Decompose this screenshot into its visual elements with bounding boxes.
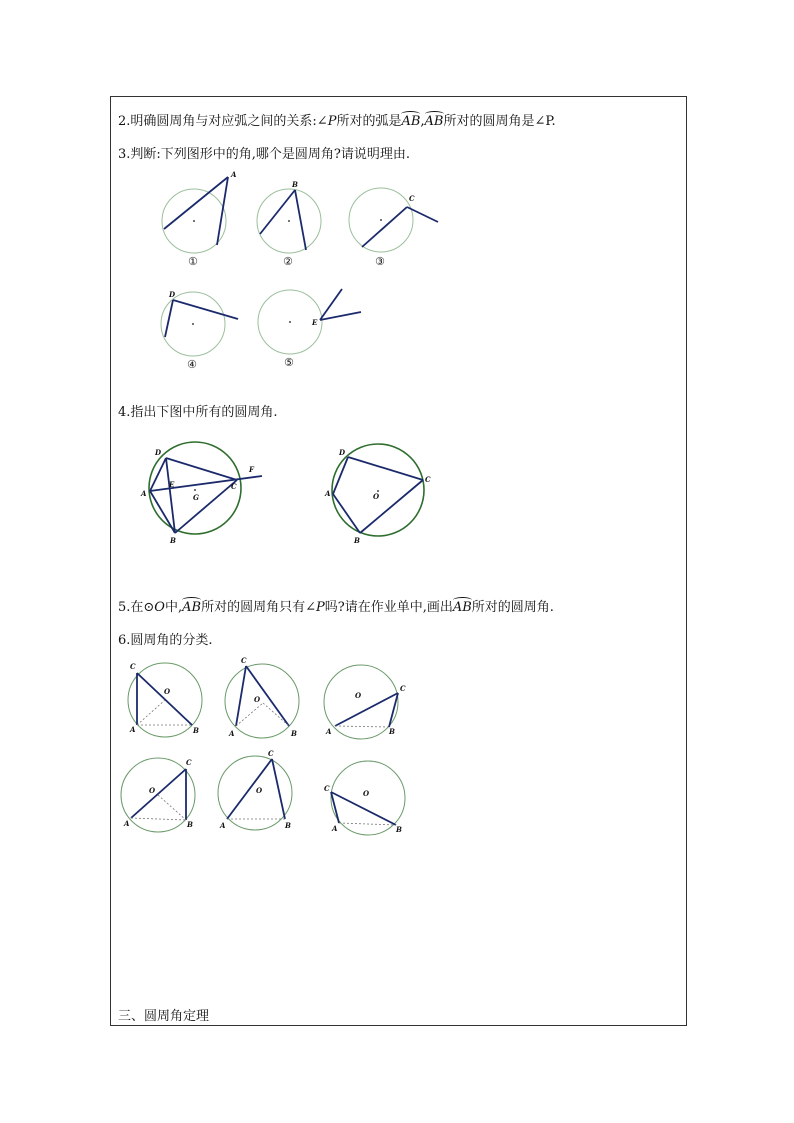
q6f5-b: B [285, 821, 291, 830]
q6f3-a: A [326, 727, 332, 736]
question-4: 4.指出下图中所有的圆周角. [118, 405, 278, 420]
section-3-title: 三、圆周角定理 [118, 1009, 210, 1024]
q6-figure-3 [324, 665, 406, 739]
q5-mid3: 吗?请在作业单中,画出 [324, 600, 453, 615]
q6f5-c: C [268, 749, 274, 758]
q6f5-a: A [220, 821, 226, 830]
q6f2-o: O [254, 695, 261, 704]
q4f1-e: E [169, 480, 175, 489]
q2-suffix: 所对的圆周角是∠P. [443, 114, 556, 129]
question-3: 3.判断:下列图形中的角,哪个是圆周角?请说明理由. [118, 147, 411, 162]
q4f2-o: O [373, 492, 380, 501]
q3-fig5-label: ⑤ [284, 356, 294, 369]
q6-figure-4 [121, 758, 195, 832]
question-6: 6.圆周角的分类. [118, 633, 213, 648]
q6f2-c: C [241, 656, 247, 665]
q5-circle-o: O [154, 600, 165, 615]
q6f1-b: B [193, 726, 199, 735]
q6f1-o: O [164, 687, 171, 696]
q6f1-a: A [130, 725, 136, 734]
q6f6-c: C [324, 784, 330, 793]
q6f6-a: A [332, 824, 338, 833]
q6f5-o: O [256, 786, 263, 795]
q5-suffix: 所对的圆周角. [471, 600, 554, 615]
q5-prefix: 5.在⊙ [118, 600, 155, 615]
q5-arc-ab: AB [182, 600, 202, 615]
q6f6-o: O [363, 789, 370, 798]
q2-angle-p: P [327, 114, 337, 129]
q6f1-c: C [130, 662, 136, 671]
q3-fig3-label: ③ [375, 255, 385, 268]
q3-fig3-point: C [409, 194, 415, 203]
q6f2-b: B [291, 729, 297, 738]
q4f1-g: G [193, 493, 199, 502]
q6-figure-6 [324, 761, 405, 835]
q6f2-a: A [229, 729, 235, 738]
q4f1-d: D [155, 448, 162, 457]
q6-figure-1 [128, 662, 202, 737]
q3-fig5-point: E [312, 318, 318, 327]
q6-figure-2 [225, 656, 299, 738]
q3-fig1-label: ① [188, 255, 198, 268]
q4f1-f: F [249, 465, 254, 474]
q4f2-c: C [425, 475, 431, 484]
q5-mid2: 所对的圆周角只有∠ [201, 600, 316, 615]
q5-mid1: 中, [164, 600, 183, 615]
q4f1-c: C [231, 482, 237, 491]
q3-fig4-label: ④ [187, 358, 197, 371]
q2-comma: , [420, 114, 425, 129]
q6f3-b: B [389, 727, 395, 736]
q3-fig2-point: B [292, 180, 298, 189]
q2-arc-ab: AB [401, 114, 421, 129]
q2-mid: 所对的弧是 [336, 114, 402, 129]
q3-fig1-point: A [231, 170, 237, 179]
q4f1-b: B [170, 536, 176, 545]
q6-figure-5 [218, 749, 292, 830]
q6f4-c: C [186, 758, 192, 767]
q6f3-c: C [400, 684, 406, 693]
q6f4-b: B [187, 820, 193, 829]
q3-fig4-point: D [169, 290, 176, 299]
q4f1-a: A [141, 489, 147, 498]
q4f2-b: B [354, 536, 360, 545]
q2-prefix: 2.明确圆周角与对应弧之间的关系:∠ [118, 114, 328, 129]
q2-arc-ab-2: AB [424, 114, 444, 129]
q3-fig2-label: ② [283, 255, 293, 268]
q6f4-a: A [124, 819, 130, 828]
q6f3-o: O [355, 691, 362, 700]
q5-angle-p: P [315, 600, 325, 615]
q4f2-d: D [339, 448, 346, 457]
q4f2-a: A [325, 489, 331, 498]
q6f6-b: B [396, 825, 402, 834]
q6f4-o: O [149, 786, 156, 795]
q5-arc-ab-2: AB [452, 600, 472, 615]
